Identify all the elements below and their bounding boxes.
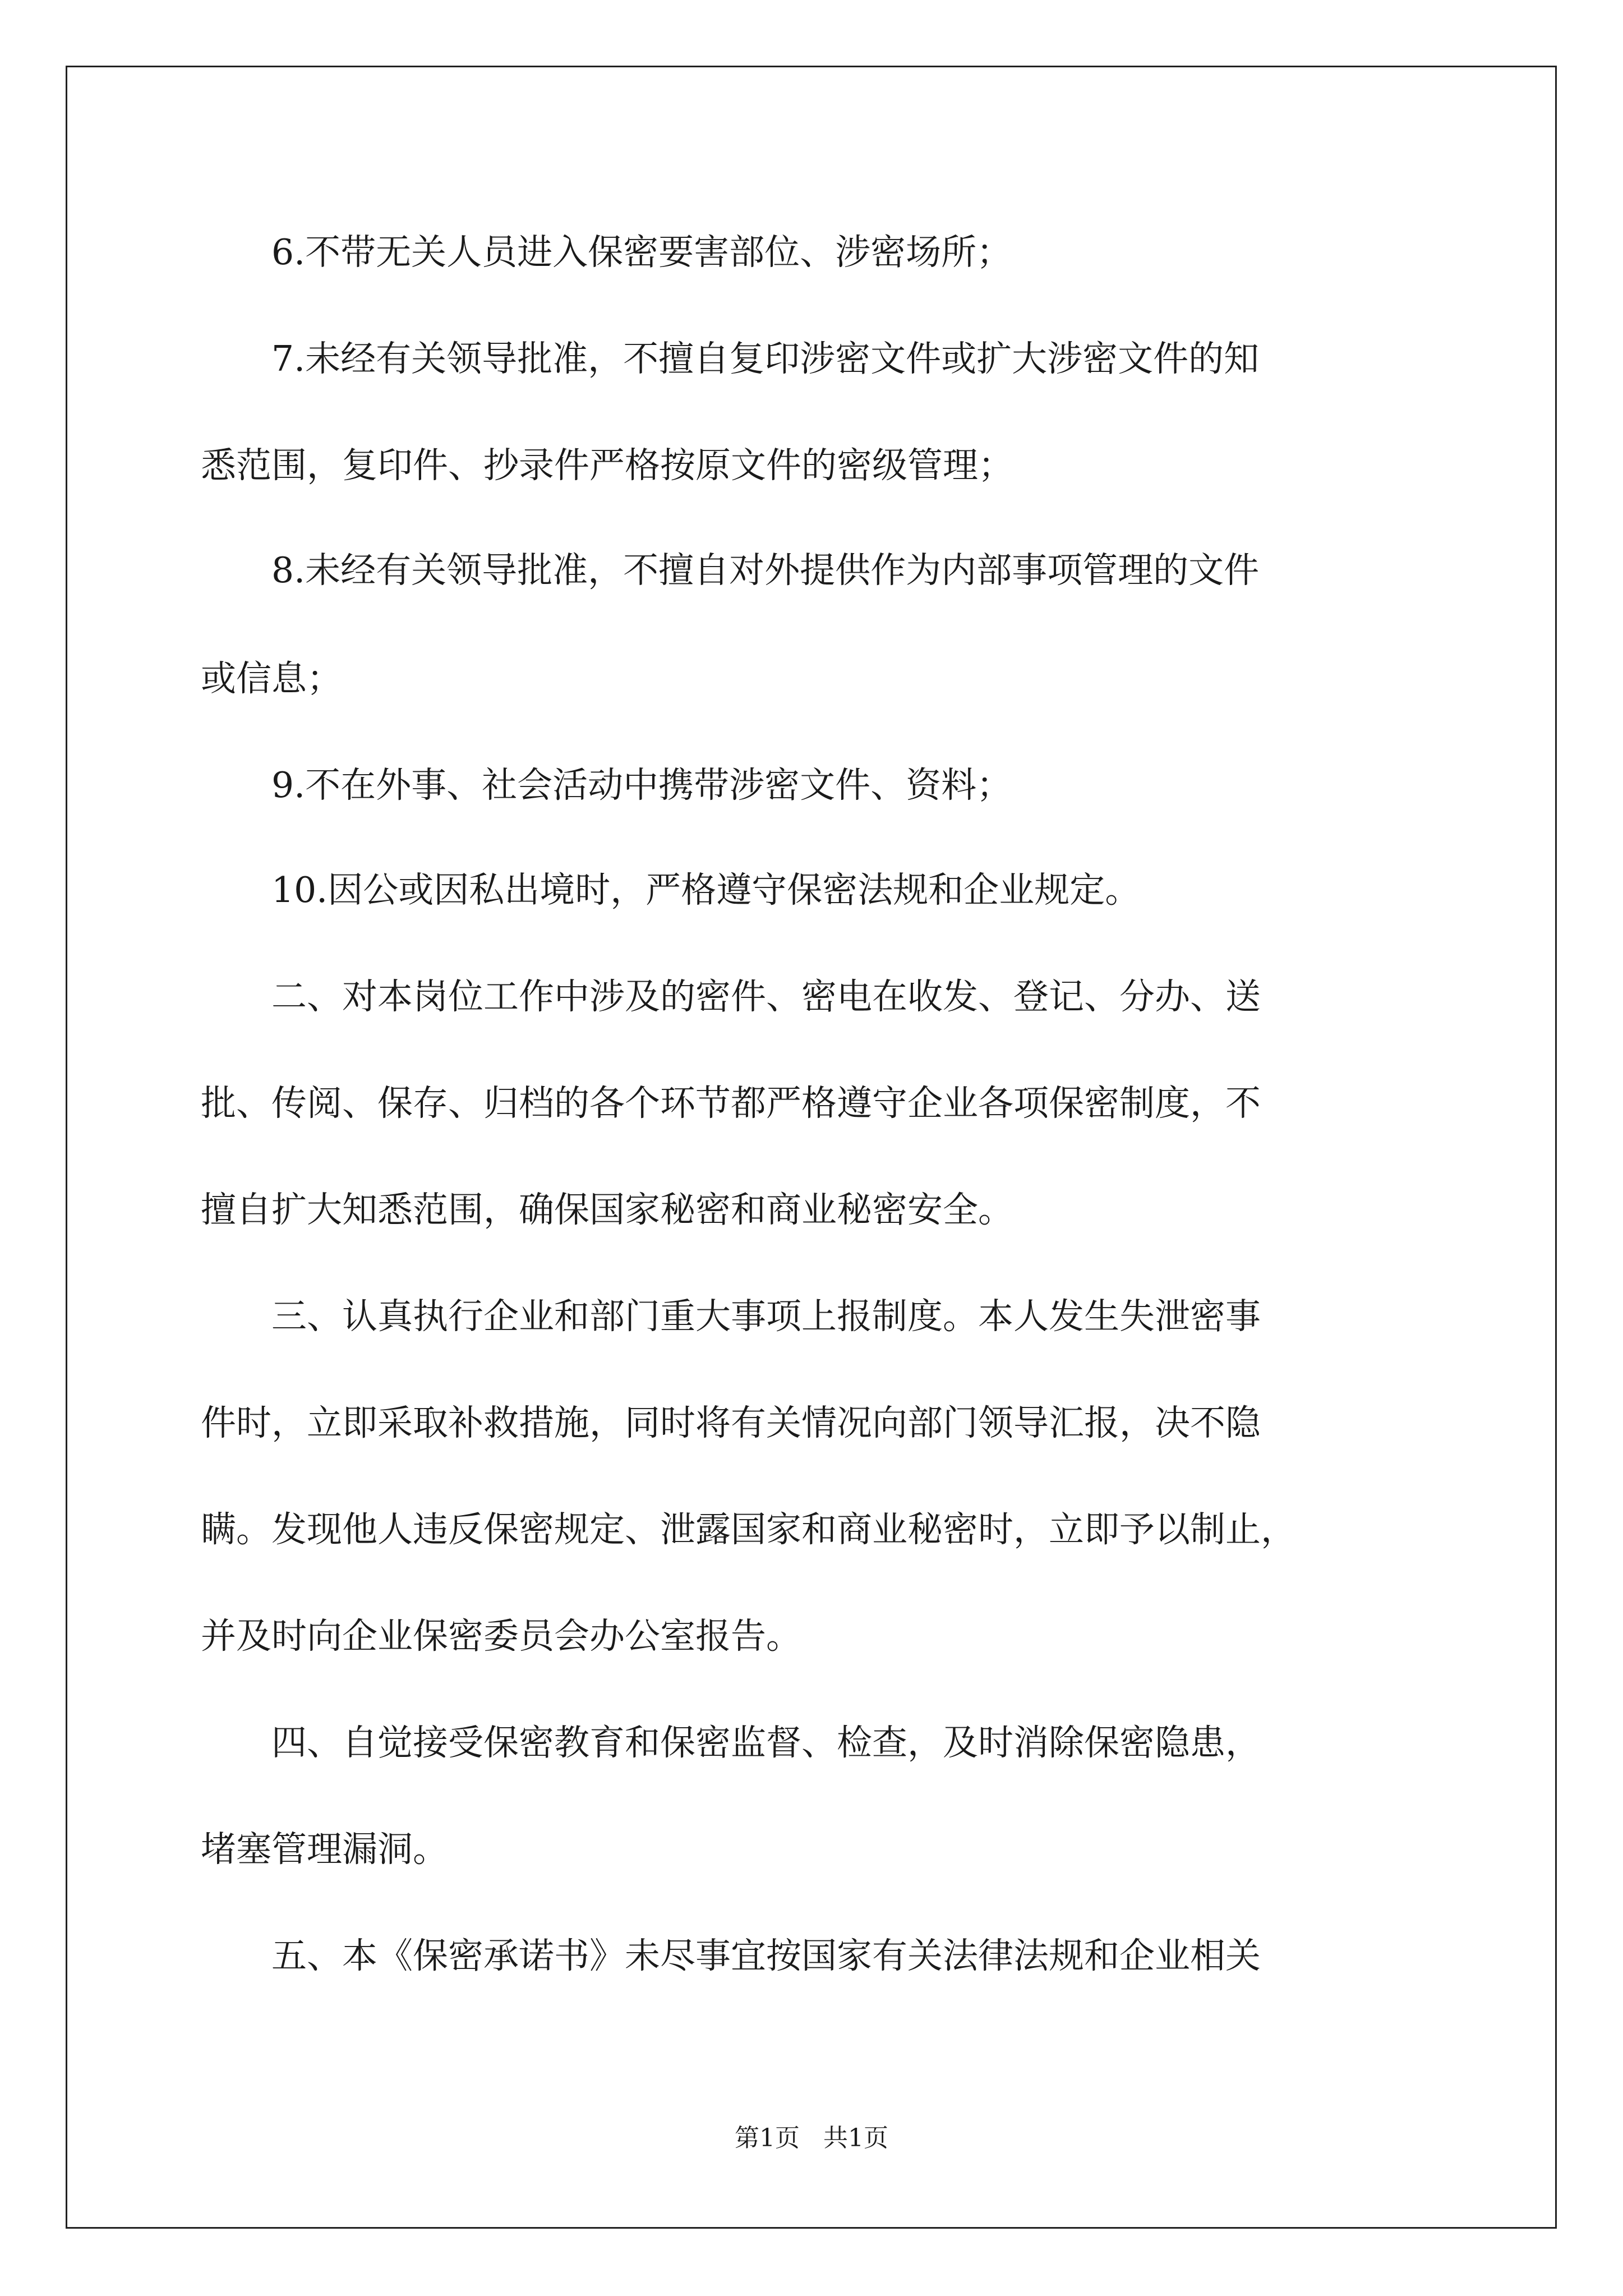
text-line: 批、传阅、保存、归档的各个环节都严格遵守企业各项保密制度，不 <box>201 1083 1261 1124</box>
text-line: 并及时向企业保密委员会办公室报告。 <box>201 1616 801 1657</box>
text-line: 10.因公或因私出境时，严格遵守保密法规和企业规定。 <box>201 869 1141 910</box>
text-line: 6.不带无关人员进入保密要害部位、涉密场所； <box>201 232 1012 273</box>
text-line: 二、对本岗位工作中涉及的密件、密电在收发、登记、分办、送 <box>201 976 1261 1017</box>
text-line: 五、本《保密承诺书》未尽事宜按国家有关法律法规和企业相关 <box>201 1935 1261 1976</box>
page-border <box>66 66 1557 2229</box>
text-line: 件时，立即采取补救措施，同时将有关情况向部门领导汇报，决不隐 <box>201 1402 1261 1443</box>
text-line: 瞒。发现他人违反保密规定、泄露国家和商业秘密时，立即予以制止， <box>201 1509 1296 1550</box>
text-line: 或信息； <box>201 658 342 699</box>
page-footer: 第1页 共1页 <box>735 2124 888 2152</box>
text-line: 8.未经有关领导批准，不擅自对外提供作为内部事项管理的文件 <box>201 550 1260 591</box>
text-line: 擅自扩大知悉范围，确保国家秘密和商业秘密安全。 <box>201 1189 1013 1230</box>
text-line: 7.未经有关领导批准，不擅自复印涉密文件或扩大涉密文件的知 <box>201 338 1260 379</box>
text-line: 9.不在外事、社会活动中携带涉密文件、资料； <box>201 765 1012 806</box>
text-line: 三、认真执行企业和部门重大事项上报制度。本人发生失泄密事 <box>201 1296 1261 1337</box>
text-line: 悉范围，复印件、抄录件严格按原文件的密级管理； <box>201 445 1013 486</box>
text-line: 四、自觉接受保密教育和保密监督、检查，及时消除保密隐患， <box>201 1722 1261 1763</box>
text-line: 堵塞管理漏洞。 <box>201 1829 448 1870</box>
